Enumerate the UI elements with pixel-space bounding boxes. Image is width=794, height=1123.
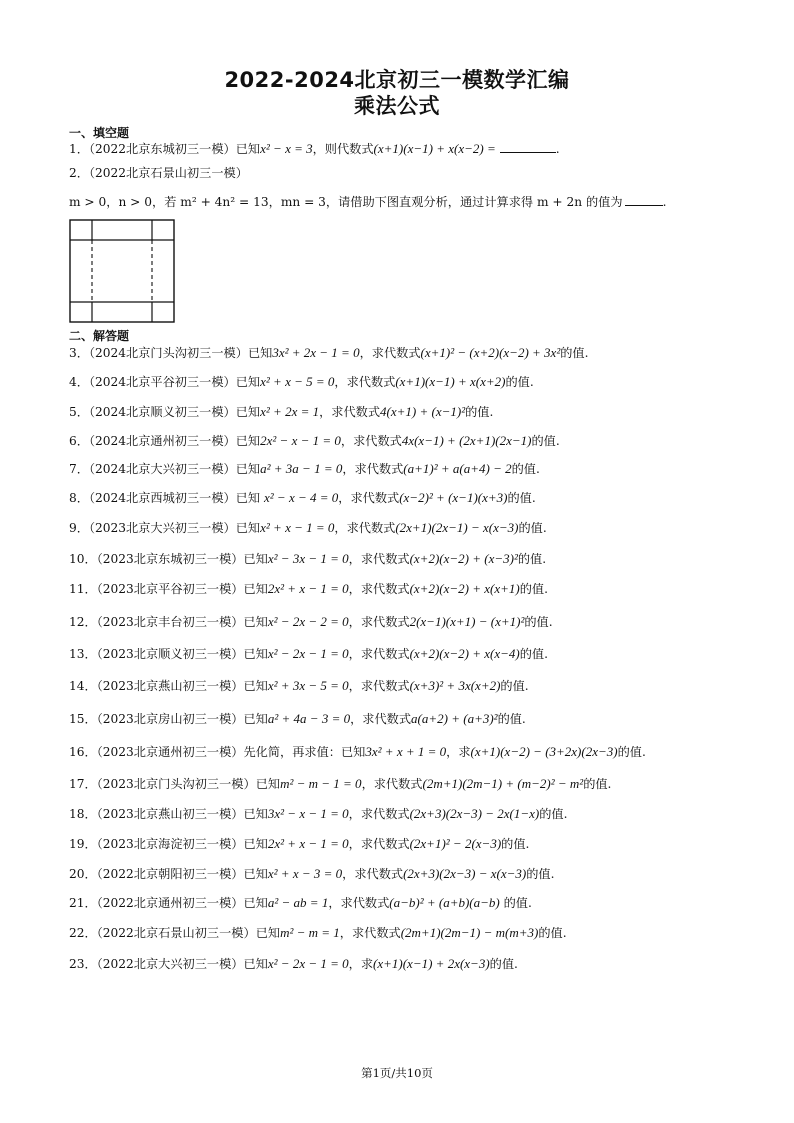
question-text: ，则代数式 <box>312 142 374 156</box>
question-number: 13． <box>69 647 97 661</box>
question-number: 4． <box>69 375 89 389</box>
question-number: 12． <box>69 615 97 629</box>
question-text: m > 0，n > 0，若 m² + 4n² = 13，mn = 3，请借助下图直观分析，通过计算求得 m + 2n 的值为 <box>69 195 623 209</box>
given-condition: x² − 2x − 1 = 0 <box>267 956 349 971</box>
given-condition: x² + x − 5 = 0 <box>260 374 335 389</box>
given-condition: x² − 2x − 1 = 0 <box>267 646 349 661</box>
question-text: 已知 <box>235 521 261 535</box>
expression: (x+1)(x−1) + 2x(x−3) <box>373 956 490 971</box>
question-source: （2023北京平谷初三一模） <box>96 582 244 596</box>
question-text: 的值. <box>497 712 526 726</box>
question-source: （2022北京石景山初三一模） <box>96 926 256 940</box>
document-title: 2022-2024北京初三一模数学汇编 <box>224 68 570 92</box>
question-text: 的值. <box>511 462 540 476</box>
question-4 <box>69 374 534 390</box>
question-number: 2． <box>69 166 89 180</box>
question-14 <box>69 678 529 694</box>
section-heading-solve: 二、解答题 <box>69 329 130 343</box>
question-text: 的值. <box>519 582 548 596</box>
given-condition: x² + 3x − 5 = 0 <box>267 678 349 693</box>
question-source: （2023北京丰台初三一模） <box>96 615 244 629</box>
expression: a(a+2) + (a+3)² <box>411 711 498 726</box>
question-text: ，求代数式 <box>348 837 410 851</box>
question-text: ，求代数式 <box>361 777 423 791</box>
question-text: 的值. <box>526 867 555 881</box>
expression: (x+3)² + 3x(x+2) <box>409 678 501 693</box>
question-source: （2023北京燕山初三一模） <box>96 679 244 693</box>
question-20 <box>69 866 554 882</box>
question-number: 15． <box>69 712 97 726</box>
question-text: 的值. <box>538 926 567 940</box>
question-source: （2024北京平谷初三一模） <box>88 375 236 389</box>
question-number: 11． <box>69 582 97 596</box>
given-condition: m² − m = 1 <box>280 925 340 940</box>
question-number: 10． <box>69 552 97 566</box>
given-condition: a² + 4a − 3 = 0 <box>267 711 351 726</box>
given-condition: a² − ab = 1 <box>267 895 329 910</box>
question-text: 已知 <box>243 647 268 661</box>
given-condition: x² − 2x − 2 = 0 <box>267 614 349 629</box>
question-text: ，求 <box>446 745 471 759</box>
question-text: 的值. <box>519 647 548 661</box>
given-condition: 3x² + 2x − 1 = 0 <box>272 345 360 360</box>
question-text: 的值. <box>500 679 529 693</box>
question-source: （2023北京顺义初三一模） <box>96 647 244 661</box>
square-diagram <box>69 219 177 325</box>
question-text: 已知 <box>243 582 268 596</box>
page-footer: 第1页/共10页 <box>361 1066 433 1080</box>
question-number: 9． <box>69 521 89 535</box>
question-text: 已知 <box>255 777 281 791</box>
question-12 <box>69 614 553 630</box>
question-text: 的值. <box>507 491 536 505</box>
question-number: 16． <box>69 745 97 759</box>
question-number: 7． <box>69 462 89 476</box>
expression: 4(x+1) + (x−1)² <box>380 404 466 419</box>
question-source: （2024北京门头沟初三一模） <box>88 346 248 360</box>
question-text: 的值. <box>617 745 646 759</box>
given-condition: x² + 2x = 1 <box>260 404 320 419</box>
question-1 <box>69 140 560 157</box>
given-condition: 3x² − x − 1 = 0 <box>267 806 349 821</box>
question-text: 已知 <box>243 867 268 881</box>
document-subtitle: 乘法公式 <box>354 94 440 118</box>
question-text: 先化简，再求值：已知 <box>243 745 366 759</box>
question-13 <box>69 646 548 662</box>
question-number: 14． <box>69 679 97 693</box>
question-source: （2023北京门头沟初三一模） <box>96 777 256 791</box>
question-text: 的值. <box>583 777 612 791</box>
question-source: （2023北京通州初三一模） <box>96 745 244 759</box>
question-number: 17． <box>69 777 97 791</box>
question-number: 5． <box>69 405 89 419</box>
question-text: ，求代数式 <box>338 491 400 505</box>
question-text: 已知 <box>243 615 268 629</box>
question-text: 的值. <box>531 434 560 448</box>
question-source: （2023北京海淀初三一模） <box>96 837 244 851</box>
question-17 <box>69 776 611 792</box>
expression: (2m+1)(2m−1) + (m−2)² − m² <box>422 776 584 791</box>
question-5 <box>69 404 493 420</box>
question-source: （2024北京大兴初三一模） <box>88 462 236 476</box>
question-source: （2024北京西城初三一模） <box>88 491 236 505</box>
expression: (2x+1)² − 2(x−3) <box>409 836 502 851</box>
outer-square <box>70 220 174 322</box>
question-16 <box>69 744 646 760</box>
question-source: （2023北京燕山初三一模） <box>96 807 244 821</box>
question-text: 的值. <box>560 346 589 360</box>
question-21 <box>69 895 532 911</box>
question-text: 已知 <box>243 712 268 726</box>
question-text: 已知 <box>235 462 261 476</box>
question-22 <box>69 925 567 941</box>
question-source: （2022北京通州初三一模） <box>96 896 244 910</box>
expression: (2m+1)(2m−1) − m(m+3) <box>400 925 539 940</box>
question-text: ，求代数式 <box>339 926 401 940</box>
expression: (2x+1)(2x−1) − x(x−3) <box>395 520 519 535</box>
question-source: （2022北京大兴初三一模） <box>96 957 244 971</box>
question-18 <box>69 806 567 822</box>
given-condition: x² + x − 3 = 0 <box>267 866 343 881</box>
given-condition: 3x² + x + 1 = 0 <box>365 744 447 759</box>
question-source: （2023北京房山初三一模） <box>96 712 244 726</box>
answer-blank[interactable] <box>500 140 556 153</box>
question-text: 的值. <box>465 405 494 419</box>
question-number: 6． <box>69 434 89 448</box>
question-number: 23． <box>69 957 97 971</box>
question-text: ，求代数式 <box>348 679 410 693</box>
question-text: ，求代数式 <box>334 521 396 535</box>
question-number: 3． <box>69 346 89 360</box>
question-text: 已知 <box>243 837 268 851</box>
question-7 <box>69 461 540 477</box>
question-2-header <box>69 165 248 181</box>
expression: (x+1)(x−1) + x(x+2) <box>395 374 506 389</box>
question-text: 已知 <box>243 552 268 566</box>
question-source: （2022北京东城初三一模） <box>88 142 236 156</box>
question-19 <box>69 836 529 852</box>
question-text: 的值. <box>524 615 553 629</box>
question-text: ，求代数式 <box>342 462 404 476</box>
question-3 <box>69 345 588 361</box>
question-text: ，求代数式 <box>348 552 410 566</box>
question-source: （2024北京通州初三一模） <box>88 434 236 448</box>
question-6 <box>69 433 560 449</box>
question-text: 的值. <box>517 552 547 566</box>
expression: (x−2)² + (x−1)(x+3) <box>399 490 508 505</box>
given-condition: m² − m − 1 = 0 <box>280 776 362 791</box>
expression: (x+2)(x−2) + x(x+1) <box>409 581 520 596</box>
question-source: （2022北京朝阳初三一模） <box>96 867 244 881</box>
question-text: 的值. <box>499 896 532 910</box>
question-text: 已知 <box>243 957 268 971</box>
question-text: ，求 <box>348 957 374 971</box>
question-text: ，求代数式 <box>319 405 381 419</box>
question-text: ，求代数式 <box>348 647 410 661</box>
question-number: 21． <box>69 896 97 910</box>
question-text: ，求代数式 <box>328 896 390 910</box>
question-8 <box>69 490 536 506</box>
question-text: ，求代数式 <box>359 346 421 360</box>
given-condition: 2x² − x − 1 = 0 <box>260 433 341 448</box>
question-number: 22． <box>69 926 97 940</box>
question-text: 的值. <box>505 375 534 389</box>
expression: 4x(x−1) + (2x+1)(2x−1) <box>401 433 532 448</box>
question-10 <box>69 551 546 567</box>
question-text: 已知 <box>247 346 273 360</box>
question-text: ，求代数式 <box>348 615 410 629</box>
question-source: （2024北京顺义初三一模） <box>88 405 236 419</box>
question-text: ，求代数式 <box>340 434 402 448</box>
given-condition: x² − x = 3 <box>260 141 313 156</box>
question-source: （2022北京石景山初三一模） <box>88 166 248 180</box>
question-text: . <box>555 142 560 156</box>
question-text: 已知 <box>235 491 264 505</box>
question-text: 已知 <box>235 142 261 156</box>
question-text: 的值. <box>501 837 530 851</box>
question-number: 18． <box>69 807 97 821</box>
expression: 2(x−1)(x+1) − (x+1)² <box>409 614 525 629</box>
question-text: . <box>662 195 667 209</box>
question-2-body <box>69 193 666 210</box>
question-number: 19． <box>69 837 97 851</box>
question-text: 的值. <box>518 521 547 535</box>
question-number: 20． <box>69 867 97 881</box>
question-text: 已知 <box>243 807 268 821</box>
question-text: ，求代数式 <box>342 867 404 881</box>
question-text: 已知 <box>235 375 261 389</box>
expression: (2x+3)(2x−3) − 2x(1−x) <box>409 806 540 821</box>
question-text: 已知 <box>255 926 281 940</box>
expression: (2x+3)(2x−3) − x(x−3) <box>403 866 527 881</box>
question-15 <box>69 711 526 727</box>
question-text: 的值. <box>489 957 518 971</box>
expression: (a−b)² + (a+b)(a−b) <box>389 895 500 910</box>
expression: (a+1)² + a(a+4) − 2 <box>403 461 512 476</box>
question-text: ，求代数式 <box>334 375 396 389</box>
given-condition: a² + 3a − 1 = 0 <box>260 461 343 476</box>
section-heading-fill-in: 一、填空题 <box>69 126 130 140</box>
question-text: 已知 <box>235 434 261 448</box>
question-text: 已知 <box>243 896 268 910</box>
given-condition: 2x² + x − 1 = 0 <box>267 581 349 596</box>
question-number: 8． <box>69 491 89 505</box>
question-text: ，求代数式 <box>350 712 412 726</box>
given-condition: x² + x − 1 = 0 <box>260 520 335 535</box>
question-text: ，求代数式 <box>348 582 410 596</box>
answer-blank[interactable] <box>625 193 663 206</box>
question-number: 1． <box>69 142 89 156</box>
given-condition: x² − 3x − 1 = 0 <box>267 551 349 566</box>
question-9 <box>69 520 547 536</box>
given-condition: x² − x − 4 = 0 <box>264 490 339 505</box>
question-text: 已知 <box>243 679 268 693</box>
question-source: （2023北京东城初三一模） <box>96 552 244 566</box>
expression: (x+1)² − (x+2)(x−2) + 3x² <box>420 345 561 360</box>
question-text: 已知 <box>235 405 261 419</box>
question-23 <box>69 956 518 972</box>
expression: (x+1)(x−2) − (3+2x)(2x−3) <box>470 744 618 759</box>
question-source: （2023北京大兴初三一模） <box>88 521 236 535</box>
question-text: ，求代数式 <box>348 807 410 821</box>
given-condition: 2x² + x − 1 = 0 <box>267 836 349 851</box>
question-11 <box>69 581 548 597</box>
expression: (x+2)(x−2) + x(x−4) <box>409 646 520 661</box>
question-text: 的值. <box>539 807 568 821</box>
expression: (x+2)(x−2) + (x−3)² <box>409 551 518 566</box>
expression: (x+1)(x−1) + x(x−2) = <box>373 141 496 156</box>
